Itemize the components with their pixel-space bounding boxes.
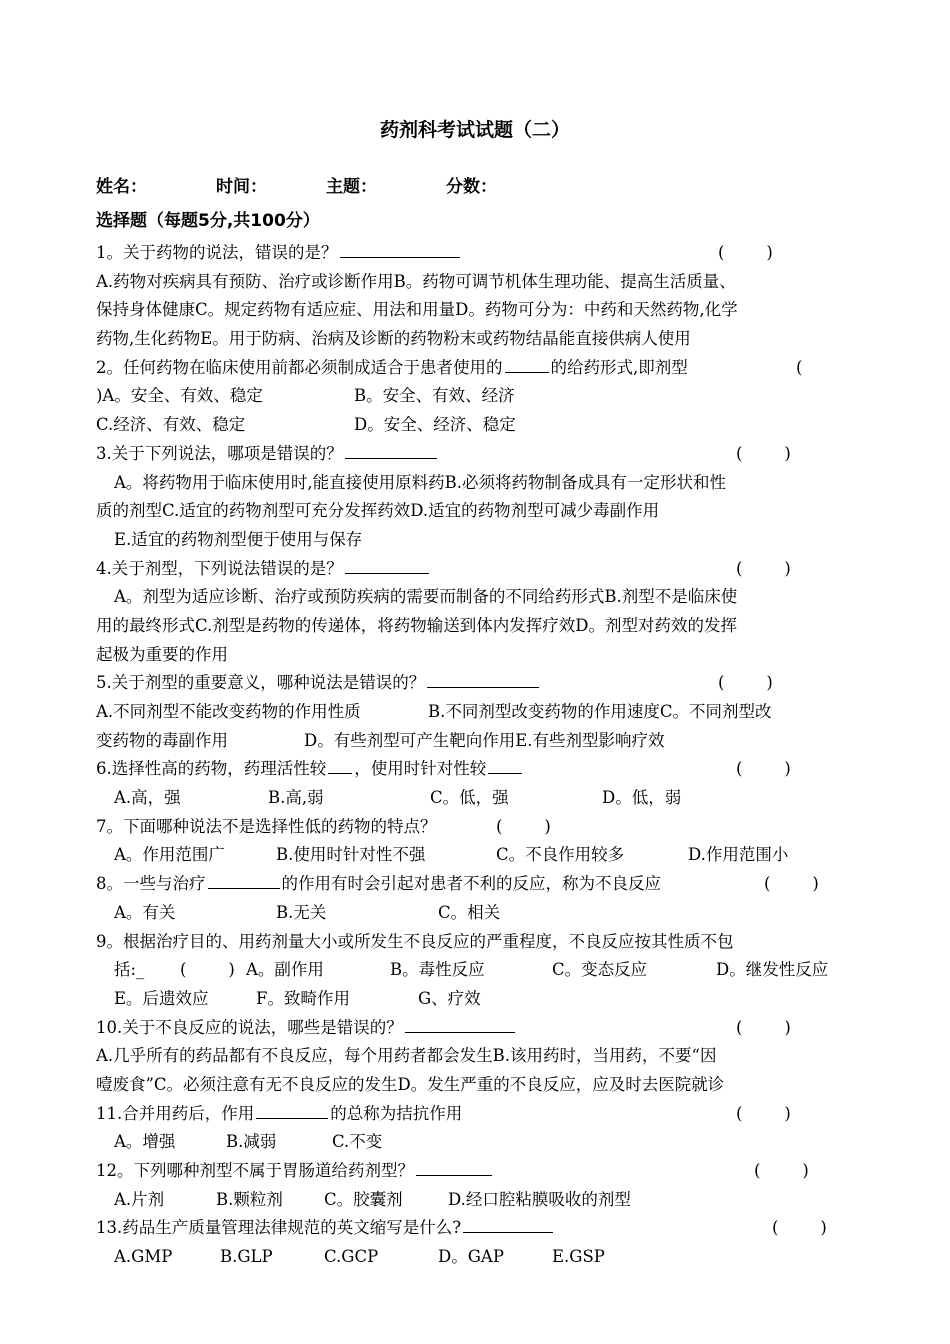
question-6-stem: 6.选择性高的药物，药理活性较 ，使用时针对性较 ( ): [96, 755, 856, 784]
answer-paren: ( ): [736, 1017, 791, 1037]
question-10-options: 噎废食”C。必须注意有无不良反应的发生D。发生严重的不良反应，应及时去医院就诊: [96, 1074, 725, 1094]
answer-blank: [256, 1101, 328, 1119]
question-4-options: A。剂型为适应诊断、治疗或预防疾病的需要而制备的不同给药形式B.剂型不是临床使: [114, 587, 738, 607]
answer-paren: ( ): [754, 1161, 809, 1180]
question-11-options: A。增强 B.减弱 C.不变: [114, 1132, 383, 1152]
answer-paren: ( ): [718, 243, 773, 262]
question-2-options: )A。安全、有效、稳定 B。安全、有效、经济: [96, 386, 515, 406]
question-8-stem: 8。一些与治疗 的作用有时会引起对患者不利的反应，称为不良反应 ( ): [96, 870, 856, 899]
question-12-options: A.片剂 B.颗粒剂 C。胶囊剂 D.经口腔粘膜吸收的剂型: [114, 1189, 631, 1209]
question-9-options: E。后遗效应 F。致畸作用 G、疗效: [114, 988, 481, 1008]
question-4-options: 用的最终形式C.剂型是药物的传递体，将药物输送到体内发挥疗效D。剂型对药效的发挥: [96, 615, 738, 635]
answer-blank: [340, 240, 460, 258]
answer-blank: [505, 355, 549, 373]
answer-paren-open: (: [796, 357, 803, 377]
question-13-stem: 13.药品生产质量管理法律规范的英文缩写是什么? ( ): [96, 1214, 856, 1243]
answer-paren: ( ): [718, 673, 773, 693]
question-1-options: 保持身体健康C。规定药物有适应症、用法和用量D。药物可分为：中药和天然药物,化学: [96, 300, 738, 320]
answer-blank: [463, 1215, 553, 1233]
answer-blank: [328, 756, 352, 774]
question-10-stem: 10.关于不良反应的说法，哪些是错误的？ ( ): [96, 1014, 856, 1043]
answer-paren: ( ): [736, 1103, 791, 1123]
question-7-options: A。作用范围广 B.使用时针对性不强 C。不良作用较多 D.作用范围小: [114, 845, 789, 865]
question-7-stem: 7。下面哪种说法不是选择性低的药物的特点？ ( ): [96, 813, 856, 842]
question-8-options: A。有关 B.无关 C。相关: [114, 902, 501, 922]
question-6-options: A.高，强 B.高,弱 C。低，强 D。低，弱: [114, 788, 682, 808]
answer-blank: [208, 871, 280, 889]
answer-paren: ( ): [764, 874, 819, 894]
question-5-stem: 5.关于剂型的重要意义，哪种说法是错误的？ ( ): [96, 669, 856, 698]
name-label: 姓名：: [96, 177, 147, 197]
answer-blank: [416, 1158, 492, 1176]
question-12-stem: 12。下列哪种剂型不属于胃肠道给药剂型？ ( ): [96, 1157, 856, 1186]
time-label: 时间：: [216, 177, 267, 197]
question-4-options: 起极为重要的作用: [96, 644, 228, 664]
answer-paren: ( ): [772, 1218, 827, 1238]
topic-label: 主题：: [326, 177, 377, 197]
question-1-stem: 1。关于药物的说法，错误的是？ ( ): [96, 239, 856, 268]
question-10-options: A.几乎所有的药品都有不良反应，每个用药者都会发生B.该用药时，当用药，不要“因: [96, 1046, 717, 1066]
question-list: [96, 239, 856, 1272]
answer-paren: ( ): [736, 443, 791, 463]
answer-blank: [345, 556, 429, 574]
question-9-options: 括:_ ( ) A。副作用 B。毒性反应 C。变态反应 D。继发性反应: [96, 956, 856, 985]
answer-blank: [405, 1015, 515, 1033]
question-3-stem: 3.关于下列说法，哪项是错误的？ ( ): [96, 440, 856, 469]
question-4-stem: 4.关于剂型，下列说法错误的是？ ( ): [96, 555, 856, 584]
question-2-stem: 2。任何药物在临床使用前都必须制成适合于患者使用的 的给药形式,即剂型 (: [96, 354, 856, 383]
score-label: 分数：: [446, 177, 497, 197]
answer-paren: ( ): [736, 759, 791, 779]
answer-blank: [488, 756, 522, 774]
page-title: 药剂科考试试题（二）: [379, 119, 570, 141]
answer-blank: [345, 441, 437, 459]
question-2-options: C.经济、有效、稳定 D。安全、经济、稳定: [96, 415, 516, 435]
answer-paren: ( ): [736, 558, 791, 578]
question-1-options: A.药物对疾病具有预防、治疗或诊断作用B。药物可调节机体生理功能、提高生活质量、: [96, 271, 736, 291]
question-3-options: A。将药物用于临床使用时,能直接使用原料药B.必须将药物制备成具有一定形状和性: [114, 472, 727, 492]
question-3-options: 质的剂型C.适宜的药物剂型可充分发挥药效D.适宜的药物剂型可减少毒副作用: [96, 501, 660, 521]
section-heading: 选择题（每题5分,共100分）: [96, 211, 320, 231]
question-5-options: A.不同剂型不能改变药物的作用性质 B.不同剂型改变药物的作用速度C。不同剂型改: [96, 702, 772, 721]
question-13-options: A.GMP B.GLP C.GCP D。GAP E.GSP: [114, 1247, 605, 1267]
answer-paren: ( ): [496, 816, 551, 836]
question-11-stem: 11.合并用药后，作用 的总称为拮抗作用 ( ): [96, 1100, 856, 1129]
question-3-options: E.适宜的药物剂型便于使用与保存: [114, 529, 363, 549]
question-1-options: 药物,生化药物E。用于防病、治病及诊断的药物粉末或药物结晶能直接供病人使用: [96, 329, 691, 349]
answer-blank: [427, 670, 539, 688]
answer-paren: ( ): [180, 960, 235, 980]
question-5-options: 变药物的毒副作用 D。有些剂型可产生靶向作用E.有些剂型影响疗效: [96, 730, 665, 750]
question-9-stem: 9。根据治疗目的、用药剂量大小或所发生不良反应的严重程度，不良反应按其性质不包: [96, 931, 734, 951]
